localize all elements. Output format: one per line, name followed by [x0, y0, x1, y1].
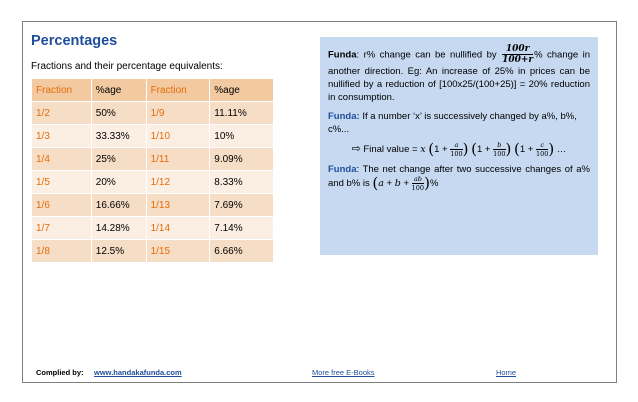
percentage-cell: 7.69%: [210, 194, 274, 217]
fraction-cell: 1/4: [32, 148, 92, 171]
fraction-cell: 1/12: [146, 171, 210, 194]
table-row: [32, 125, 274, 148]
percentage-cell: 25%: [91, 148, 146, 171]
funda-label: Funda:: [328, 111, 360, 122]
table-header-row: [32, 79, 274, 102]
percentage-cell: 7.14%: [210, 217, 274, 240]
percentage-cell: 50%: [91, 102, 146, 125]
table-row: [32, 194, 274, 217]
footer-compiled-label: Complied by:: [36, 368, 84, 377]
fraction-cell: 1/10: [146, 125, 210, 148]
fraction-numerator: 100r: [505, 44, 530, 54]
percentage-cell: 14.28%: [91, 217, 146, 240]
fraction-table: [31, 78, 274, 263]
fraction-cell: 1/14: [146, 217, 210, 240]
funda-net-change: [328, 163, 590, 191]
header-percentage: %age: [91, 79, 146, 102]
table-row: [32, 171, 274, 194]
fraction-cell: 1/15: [146, 240, 210, 263]
arrow-icon: ⇨: [351, 143, 361, 156]
nullify-fraction: [502, 45, 533, 65]
formula-fraction-b: $\frac{b}{100}$: [493, 141, 506, 158]
header-fraction: Fraction: [32, 79, 92, 102]
fraction-cell: 1/11: [146, 148, 210, 171]
table-row: [32, 102, 274, 125]
funda-net-change-text: : The net change after two successive changes of a% and b% is: [328, 164, 590, 190]
fraction-denominator: 100+r: [502, 55, 534, 65]
funda-successive-text: If a number ‘x’ is successively changed by a%, b%, c%...: [328, 111, 577, 135]
table-row: [32, 217, 274, 240]
table-row: [32, 240, 274, 263]
percentage-cell: 16.66%: [91, 194, 146, 217]
funda-label: Funda: [328, 49, 357, 61]
net-change-formula: (a + b + $\frac{ab}{100}$ )%: [372, 174, 439, 192]
percentage-cell: 6.66%: [210, 240, 274, 263]
page-subtitle: Fractions and their percentage equivalents:: [31, 61, 223, 72]
percentage-cell: 12.5%: [91, 240, 146, 263]
fraction-cell: 1/5: [32, 171, 92, 194]
percentage-cell: 33.33%: [91, 125, 146, 148]
final-value-label: Final value =: [363, 144, 421, 156]
fraction-cell: 1/2: [32, 102, 92, 125]
page-title: Percentages: [31, 33, 118, 49]
header-percentage: %age: [210, 79, 274, 102]
fraction-cell: 1/7: [32, 217, 92, 240]
funda-box: [320, 37, 598, 255]
table-row: [32, 148, 274, 171]
fraction-cell: 1/3: [32, 125, 92, 148]
percentage-cell: 9.09%: [210, 148, 274, 171]
formula-x: x: [420, 144, 426, 156]
header-fraction: Fraction: [146, 79, 210, 102]
footer-site-link[interactable]: www.handakafunda.com: [94, 368, 182, 377]
fraction-cell: 1/6: [32, 194, 92, 217]
footer-more-ebooks-link[interactable]: More free E-Books: [312, 368, 375, 377]
percentage-cell: 20%: [91, 171, 146, 194]
formula-fraction-a: $\frac{a}{100}$: [450, 141, 463, 158]
funda-label: Funda: [328, 164, 357, 175]
percentage-cell: 8.33%: [210, 171, 274, 194]
percentage-cell: 10%: [210, 125, 274, 148]
final-value-formula: ⇨ Final value = x (1 + $\frac{a}{100}$ ) (1 + $\frac{b}{100}$ ) (1 + $\frac{c}{100}$ ) …: [351, 140, 567, 158]
funda-successive: [328, 110, 590, 136]
funda-nullify-rest: % change in another direction. Eg: An increase of 25% in prices can be nullified by a reduction of [100x25/(100+25)] = 20% reduction in consumption.: [328, 49, 591, 103]
percentage-cell: 11.11%: [210, 102, 274, 125]
funda-nullify-prefix: : r% change can be nullified by: [356, 49, 497, 61]
fraction-cell: 1/8: [32, 240, 92, 263]
fraction-cell: 1/9: [146, 102, 210, 125]
formula-fraction-c: $\frac{c}{100}$: [536, 141, 549, 158]
footer-home-link[interactable]: Home: [496, 368, 517, 377]
formula-fraction-ab: $\frac{ab}{100}$: [411, 175, 425, 192]
funda-nullify: [328, 45, 590, 104]
fraction-cell: 1/13: [146, 194, 210, 217]
